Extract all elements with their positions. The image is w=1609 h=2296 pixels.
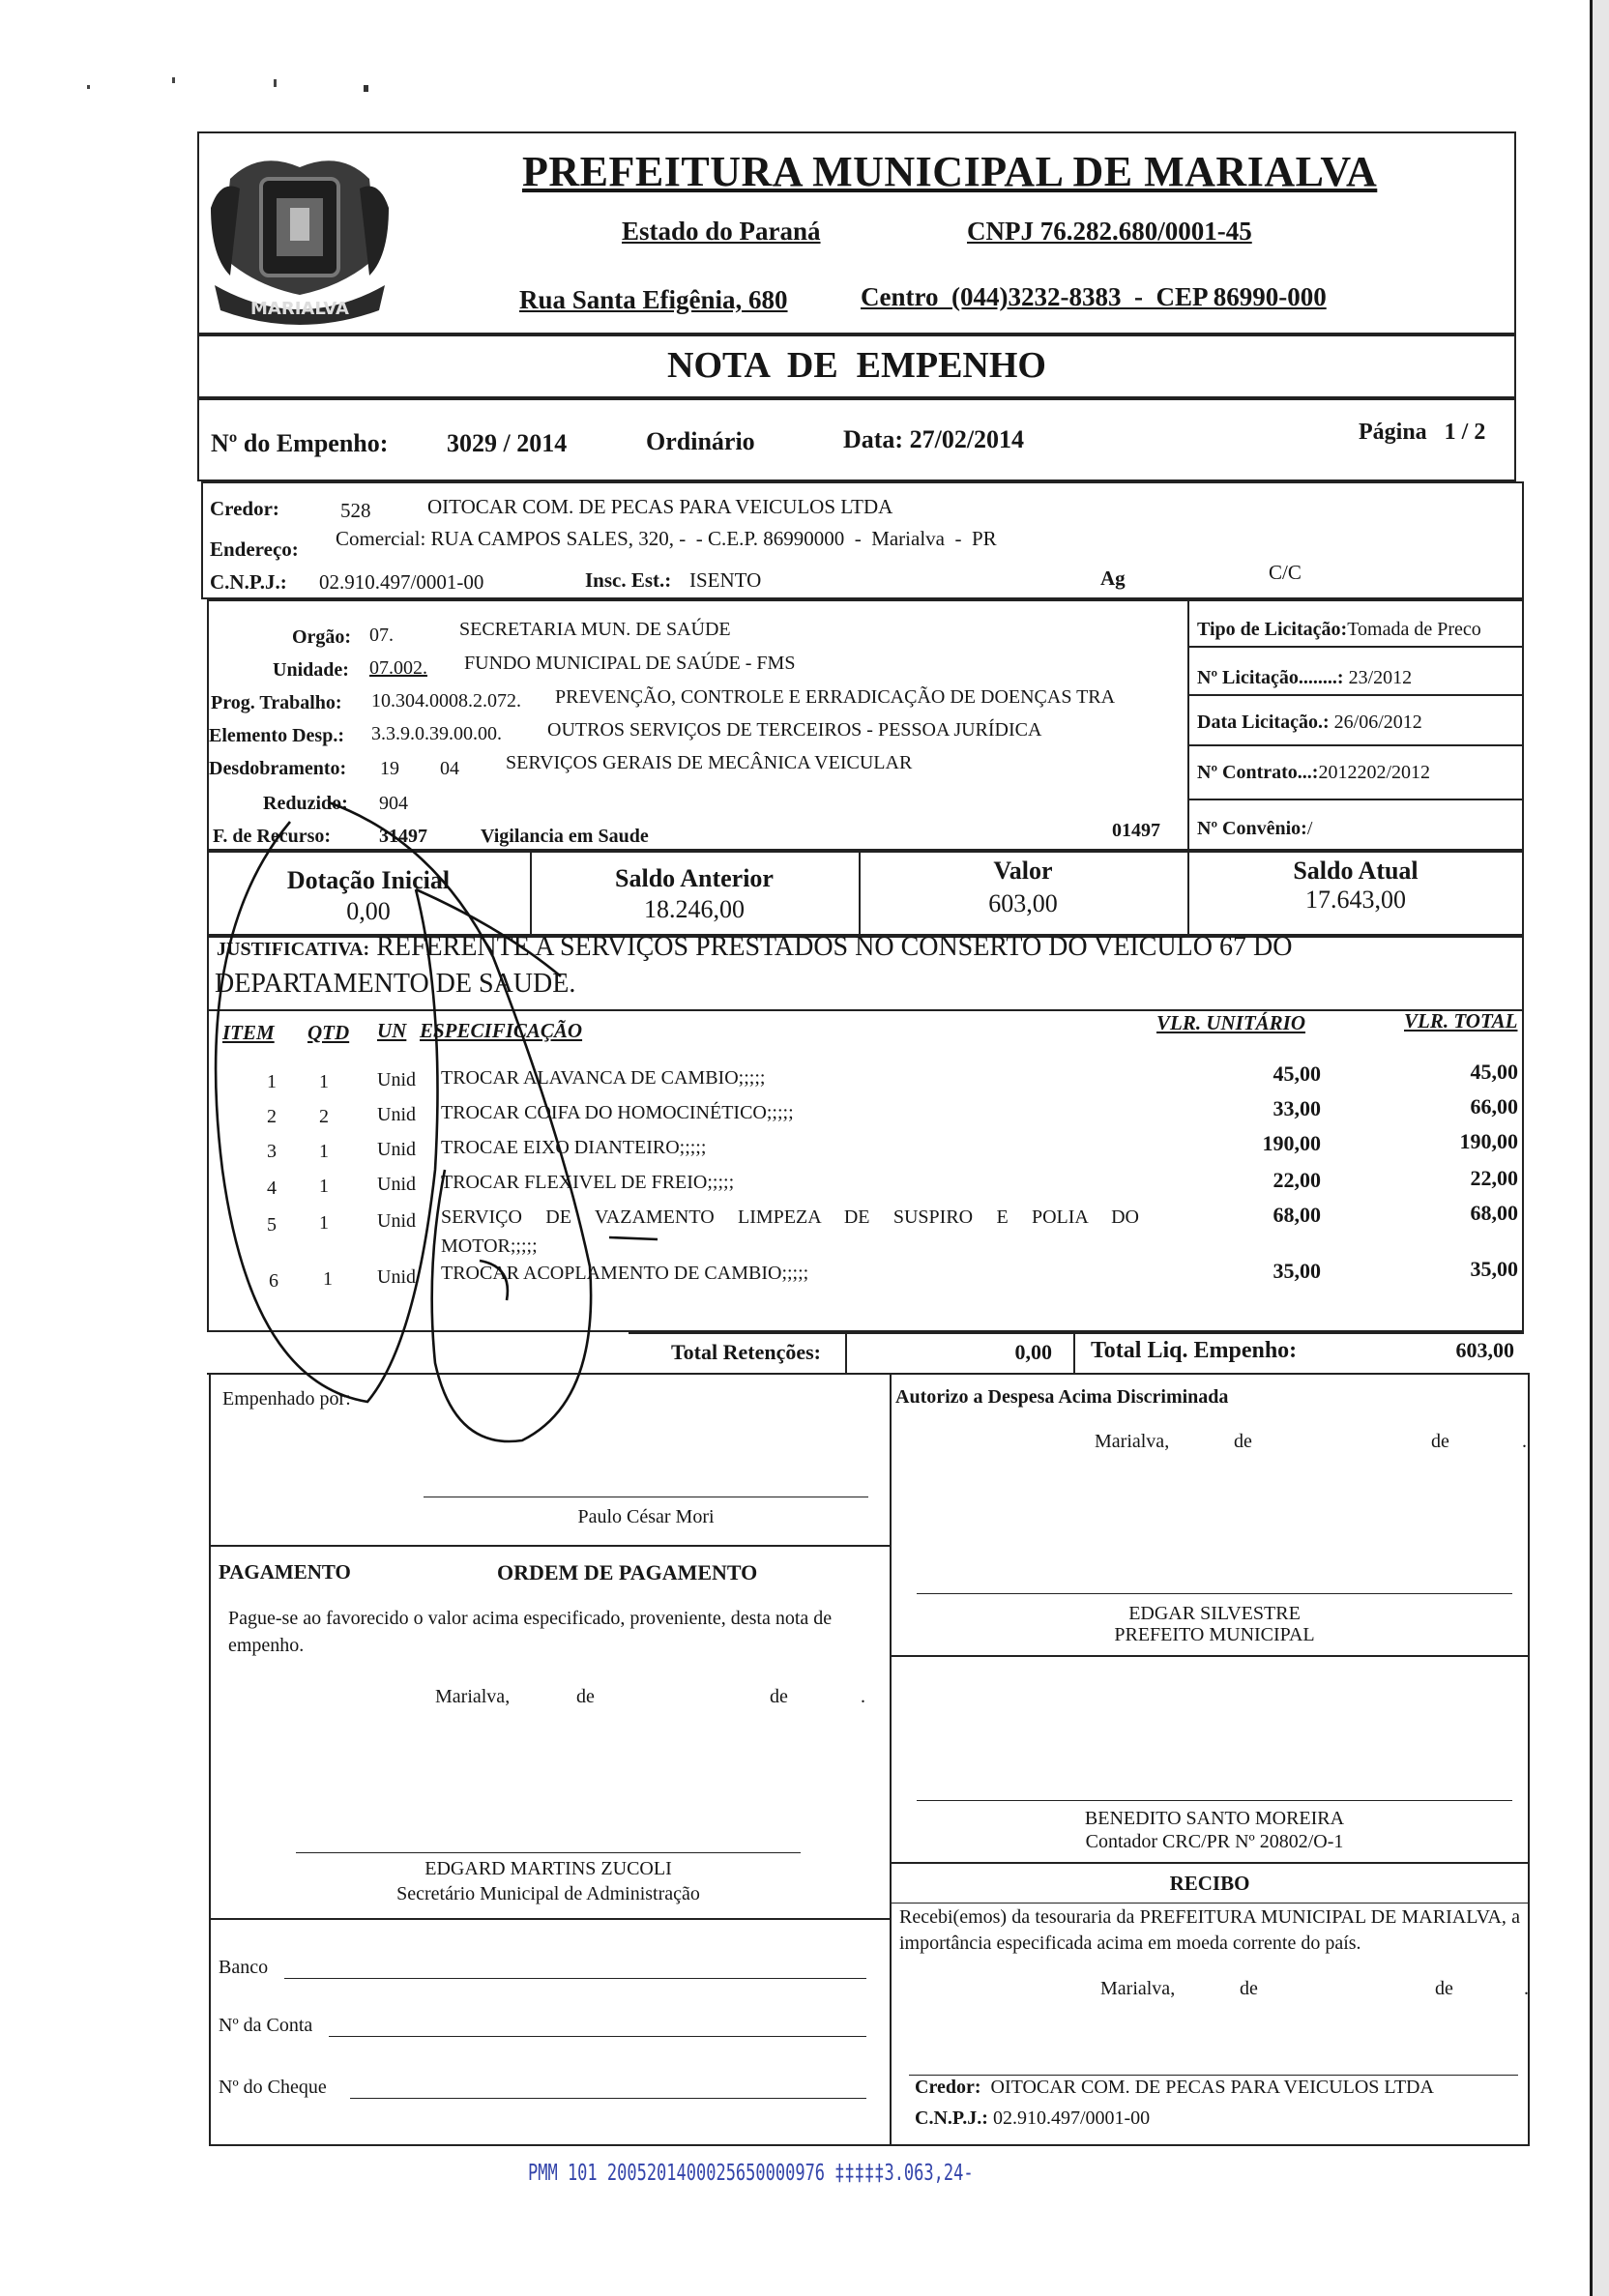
item-qtd: 1	[323, 1268, 333, 1290]
saldo-atual-value: 17.643,00	[1305, 886, 1406, 914]
item-number: 3	[267, 1141, 277, 1162]
col-vlr-unitario: VLR. UNITÁRIO	[1156, 1011, 1306, 1034]
item-un: Unid	[377, 1266, 416, 1288]
saldo-atual-label: Saldo Atual	[1293, 857, 1419, 885]
item-un: Unid	[377, 1069, 416, 1090]
scan-speck	[274, 79, 277, 87]
item-vlr-total: 45,00	[1470, 1060, 1518, 1084]
item-number: 4	[267, 1177, 277, 1199]
scan-speck	[172, 77, 175, 83]
recurso-code: 31497	[379, 826, 427, 847]
footer-code: PMM 101 2005201400025650000976 ‡‡‡‡‡3.063,24-	[528, 2160, 974, 2187]
item-number: 5	[267, 1214, 277, 1235]
item-un: Unid	[377, 1139, 416, 1160]
scan-speck	[87, 85, 90, 89]
item-number: 6	[269, 1270, 278, 1292]
autorizo-de1: de	[1234, 1431, 1252, 1452]
state-name: Estado do Paraná	[622, 217, 821, 246]
retencoes-label: Total Retenções:	[671, 1340, 821, 1364]
retencoes-value: 0,00	[1014, 1340, 1052, 1364]
col-especificacao: ESPECIFICAÇÃO	[420, 1019, 583, 1042]
scan-edge	[1590, 0, 1609, 2296]
secretario-role: Secretário Municipal de Administração	[396, 1883, 700, 1904]
valor-label: Valor	[993, 857, 1053, 885]
item-vlr-unitario: 22,00	[1273, 1168, 1321, 1192]
secretario-name: EDGARD MARTINS ZUCOLI	[424, 1858, 672, 1879]
item-especificacao: SERVIÇO DE VAZAMENTO LIMPEZA DE SUSPIRO E POLIA DO	[441, 1206, 1139, 1228]
col-qtd: QTD	[307, 1021, 350, 1044]
conta-field[interactable]	[329, 2036, 866, 2037]
contador-role: Contador CRC/PR Nº 20802/O-1	[1085, 1831, 1344, 1852]
item-un: Unid	[377, 1174, 416, 1195]
num-contrato: Nº Contrato...:2012202/2012	[1197, 762, 1431, 783]
num-convenio: Nº Convênio:/	[1197, 818, 1313, 839]
col-vlr-total: VLR. TOTAL	[1404, 1009, 1518, 1032]
saldo-anterior-label: Saldo Anterior	[615, 864, 774, 892]
item-qtd: 1	[319, 1176, 329, 1197]
empenhado-label: Empenhado por:	[222, 1388, 351, 1410]
unidade-label: Unidade:	[273, 659, 349, 681]
reduzido-value: 904	[379, 793, 408, 814]
credor-name: OITOCAR COM. DE PECAS PARA VEICULOS LTDA	[427, 495, 893, 518]
insc-est-value: ISENTO	[689, 568, 762, 592]
prog-label: Prog. Trabalho:	[211, 692, 342, 713]
agency-label: Ag	[1100, 567, 1126, 590]
item-un: Unid	[377, 1210, 416, 1232]
recibo-de2: de	[1435, 1978, 1453, 1999]
empenho-date: Data: 27/02/2014	[843, 425, 1025, 453]
ordem-pagamento-label: ORDEM DE PAGAMENTO	[497, 1560, 758, 1584]
item-qtd: 1	[319, 1212, 329, 1234]
prog-name: PREVENÇÃO, CONTROLE E ERRADICAÇÃO DE DOENÇAS TRA	[555, 686, 1116, 708]
document-title: NOTA DE EMPENHO	[667, 345, 1046, 386]
conta-label: Nº da Conta	[219, 2015, 313, 2036]
municipality-title: PREFEITURA MUNICIPAL DE MARIALVA	[522, 148, 1378, 195]
reduzido-label: Reduzido:	[263, 793, 348, 814]
address-label: Endereço:	[210, 538, 299, 561]
scan-speck	[364, 85, 368, 92]
recurso-number: 01497	[1112, 820, 1160, 841]
credor-code: 528	[340, 499, 371, 522]
item-vlr-unitario: 35,00	[1273, 1259, 1321, 1283]
recurso-label: F. de Recurso:	[213, 826, 332, 847]
pagamento-text: Pague-se ao favorecido o valor acima especificado, proveniente, desta nota de empenho.	[228, 1608, 833, 1656]
pagamento-de2: de	[770, 1686, 788, 1707]
recibo-cnpj: C.N.P.J.: 02.910.497/0001-00	[915, 2107, 1151, 2129]
cheque-field[interactable]	[350, 2098, 866, 2099]
desdobramento-name: SERVIÇOS GERAIS DE MECÂNICA VEICULAR	[506, 752, 913, 773]
contador-name: BENEDITO SANTO MOREIRA	[1084, 1808, 1345, 1829]
elemento-code: 3.3.9.0.39.00.00.	[371, 723, 502, 744]
empenhado-name: Paulo César Mori	[577, 1506, 715, 1527]
orgao-code: 07.	[369, 625, 394, 646]
item-especificacao: TROCAR FLEXIVEL DE FREIO;;;;;	[441, 1172, 735, 1193]
credor-address: Comercial: RUA CAMPOS SALES, 320, - - C.E.P. 86990000 - Marialva - PR	[336, 527, 997, 550]
data-licitacao: Data Licitação.: 26/06/2012	[1197, 712, 1422, 733]
num-licitacao: Nº Licitação........: 23/2012	[1197, 667, 1413, 688]
item-vlr-unitario: 45,00	[1273, 1061, 1321, 1086]
prog-code: 10.304.0008.2.072.	[371, 690, 521, 712]
tipo-licitacao-value: Tomada de Preco	[1347, 619, 1481, 640]
handwritten-mark	[193, 764, 735, 1460]
item-number: 1	[267, 1071, 277, 1092]
recibo-text: Recebi(emos) da tesouraria da PREFEITURA MUNICIPAL DE MARIALVA, a importância especificada acima em moeda corrente do país.	[899, 1906, 1520, 1954]
justificativa-line2: DEPARTAMENTO DE SAUDE.	[215, 969, 576, 999]
recurso-name: Vigilancia em Saude	[481, 826, 649, 847]
autorizo-city: Marialva,	[1095, 1431, 1170, 1452]
prefeito-name: EDGAR SILVESTRE	[1128, 1603, 1301, 1624]
header-contact: Centro (044)3232-8383 - CEP 86990-000	[861, 282, 1327, 311]
cheque-label: Nº do Cheque	[219, 2077, 327, 2098]
empenho-type: Ordinário	[646, 427, 755, 455]
banco-label: Banco	[219, 1957, 269, 1978]
recibo-city: Marialva,	[1100, 1978, 1176, 1999]
item-number: 2	[267, 1106, 277, 1127]
liq-empenho-label: Total Liq. Empenho:	[1091, 1338, 1298, 1363]
item-especificacao: TROCAR COIFA DO HOMOCINÉTICO;;;;;	[441, 1102, 794, 1123]
col-un: UN	[377, 1019, 407, 1042]
empenho-number: 3029 / 2014	[447, 429, 568, 457]
justificativa-text: REFERENTE A SERVIÇOS PRESTADOS NO CONSERTO DO VEICULO 67 DO	[376, 932, 1293, 962]
insc-est-label: Insc. Est.:	[585, 568, 672, 592]
credor-label: Credor:	[210, 497, 279, 520]
header-address: Rua Santa Efigênia, 680	[519, 285, 788, 314]
item-qtd: 2	[319, 1106, 329, 1127]
recibo-label: RECIBO	[1169, 1872, 1250, 1895]
item-vlr-total: 190,00	[1459, 1129, 1518, 1153]
item-vlr-unitario: 190,00	[1262, 1131, 1321, 1155]
lower-form-box	[209, 1373, 1530, 2146]
header-cnpj: CNPJ 76.282.680/0001-45	[967, 217, 1252, 246]
banco-field[interactable]	[284, 1978, 866, 1979]
item-qtd: 1	[319, 1141, 329, 1162]
item-qtd: 1	[319, 1071, 329, 1092]
recibo-credor: Credor: OITOCAR COM. DE PECAS PARA VEICULOS LTDA	[915, 2077, 1434, 2098]
dotacao-value: 0,00	[346, 897, 391, 925]
valor-value: 603,00	[988, 889, 1058, 917]
elemento-label: Elemento Desp.:	[209, 725, 344, 746]
item-especificacao-cont: MOTOR;;;;;	[441, 1235, 538, 1257]
item-vlr-unitario: 33,00	[1273, 1096, 1321, 1120]
seal-text: MARIALVA	[250, 299, 349, 319]
unidade-name: FUNDO MUNICIPAL DE SAÚDE - FMS	[464, 653, 796, 674]
account-label: C/C	[1269, 561, 1302, 584]
prefeito-role: PREFEITO MUNICIPAL	[1114, 1624, 1315, 1645]
item-especificacao: TROCAR ALAVANCA DE CAMBIO;;;;;	[441, 1067, 766, 1089]
credor-cnpj: 02.910.497/0001-00	[319, 570, 484, 594]
tipo-licitacao-label: Tipo de Licitação:Tomada de Preco	[1197, 619, 1481, 640]
page-number: Página 1 / 2	[1359, 420, 1486, 445]
recibo-de1: de	[1240, 1978, 1258, 1999]
pagamento-label: PAGAMENTO	[219, 1560, 351, 1584]
item-especificacao: TROCAR ACOPLAMENTO DE CAMBIO;;;;;	[441, 1263, 809, 1284]
desdobramento-code2: 04	[440, 758, 459, 779]
orgao-label: Orgão:	[292, 626, 352, 648]
autorizo-label: Autorizo a Despesa Acima Discriminada	[895, 1386, 1229, 1408]
saldo-anterior-value: 18.246,00	[644, 895, 745, 923]
item-vlr-unitario: 68,00	[1273, 1203, 1321, 1227]
item-vlr-total: 66,00	[1470, 1094, 1518, 1119]
pagamento-city: Marialva,	[435, 1686, 511, 1707]
item-un: Unid	[377, 1104, 416, 1125]
autorizo-de2: de	[1431, 1431, 1449, 1452]
unidade-code: 07.002.	[369, 657, 427, 679]
justificativa-label: JUSTIFICATIVA:	[217, 939, 370, 960]
item-vlr-total: 35,00	[1470, 1257, 1518, 1281]
col-item: ITEM	[222, 1021, 275, 1044]
credor-cnpj-label: C.N.P.J.:	[210, 570, 287, 594]
item-especificacao: TROCAE EIXO DIANTEIRO;;;;;	[441, 1137, 707, 1158]
desdobramento-code1: 19	[380, 758, 399, 779]
coat-of-arms-icon	[201, 140, 398, 334]
pagamento-de1: de	[576, 1686, 595, 1707]
elemento-name: OUTROS SERVIÇOS DE TERCEIROS - PESSOA JURÍDICA	[547, 719, 1042, 741]
empenho-number-label: Nº do Empenho:	[211, 429, 389, 457]
item-vlr-total: 22,00	[1470, 1166, 1518, 1190]
liq-empenho-value: 603,00	[1455, 1338, 1514, 1362]
orgao-name: SECRETARIA MUN. DE SAÚDE	[459, 619, 731, 640]
item-vlr-total: 68,00	[1470, 1201, 1518, 1225]
desdobramento-label: Desdobramento:	[209, 758, 347, 779]
dotacao-label: Dotação Inicial	[286, 866, 451, 894]
